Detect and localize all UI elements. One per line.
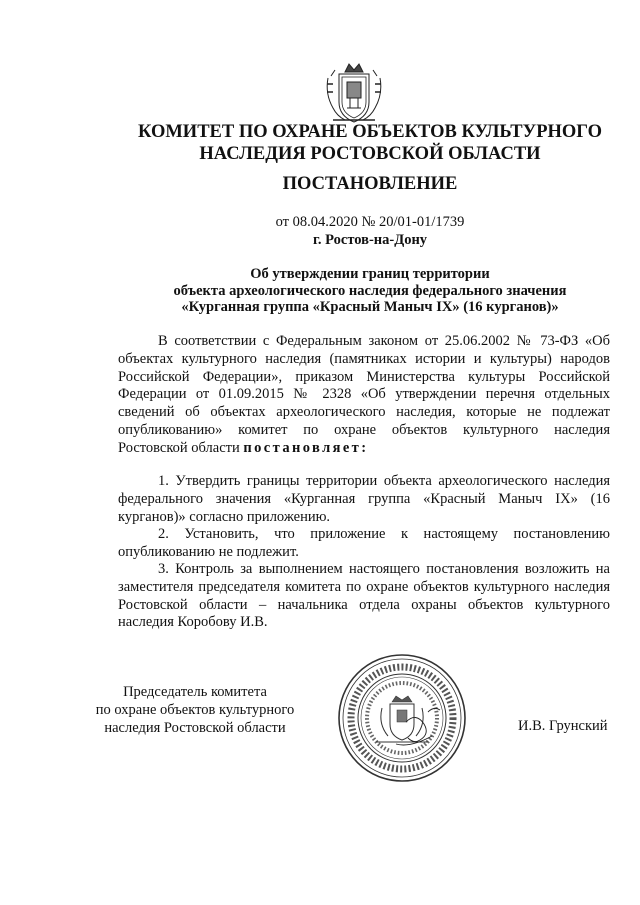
resolution-item-2 xyxy=(118,526,610,562)
preamble-paragraph xyxy=(118,333,610,458)
document-type: ПОСТАНОВЛЕНИЕ xyxy=(282,174,458,194)
subject-line-1: Об утверждении границ территории xyxy=(250,266,490,282)
document-meta xyxy=(100,213,640,249)
resolution-item-1 xyxy=(118,473,610,526)
resolves-word: постановляет: xyxy=(243,439,369,456)
official-seal-icon xyxy=(336,652,468,784)
city: г. Ростов-на-Дону xyxy=(312,232,428,248)
item-2-text: 2. Установить, что приложение к настоящему постановлению опубликованию не подлежит. xyxy=(118,526,610,560)
signer-name: И.В. Грунский xyxy=(518,718,608,734)
preamble-text: В соответствии с Федеральным законом от 25.06.2002 № 73-ФЗ «Об объектах культурного наследия (памятниках истории и культуры) народов Российской Федерации», приказом Министерства культуры Российской Федерации от 01.09.2015 № 2328 «Об утверждении перечня отдельных сведений об объектах археологического наследия, которые не подлежат опубликованию» комитет по охране объектов культурного наследия Ростовской области xyxy=(118,333,610,456)
item-3-text: 3. Контроль за выполнением настоящего постановления возложить на заместителя председателя комитета по охране объектов культурного наследия Ростовской области – начальника отдела охраны объектов культурного наследия Коробову И.В. xyxy=(118,561,610,631)
item-1-text: 1. Утвердить границы территории объекта археологического наследия федерального значения «Курганная группа «Красный Маныч IX» (16 курганов)» согласно приложению. xyxy=(118,473,610,525)
coat-of-arms-icon xyxy=(323,58,385,126)
signer-position-line-1: Председатель комитета xyxy=(123,684,267,700)
subject-line-2: объекта археологического наследия федерального значения xyxy=(173,282,567,299)
signer-position-line-2: по охране объектов культурного xyxy=(95,702,295,718)
resolution-item-3 xyxy=(118,561,610,632)
subject-line-3: «Курганная группа «Красный Маныч IX» (16 курганов)» xyxy=(181,299,559,315)
org-title-line-2: НАСЛЕДИЯ РОСТОВСКОЙ ОБЛАСТИ xyxy=(199,144,541,164)
signer-position xyxy=(90,683,300,737)
document-subject xyxy=(100,266,640,316)
date-number: от 08.04.2020 № 20/01-01/1739 xyxy=(275,214,465,230)
organization-title xyxy=(100,121,640,165)
org-title-line-1: КОМИТЕТ ПО ОХРАНЕ ОБЪЕКТОВ КУЛЬТУРНОГО xyxy=(138,122,602,142)
signer-position-line-3: наследия Ростовской области xyxy=(104,720,286,736)
